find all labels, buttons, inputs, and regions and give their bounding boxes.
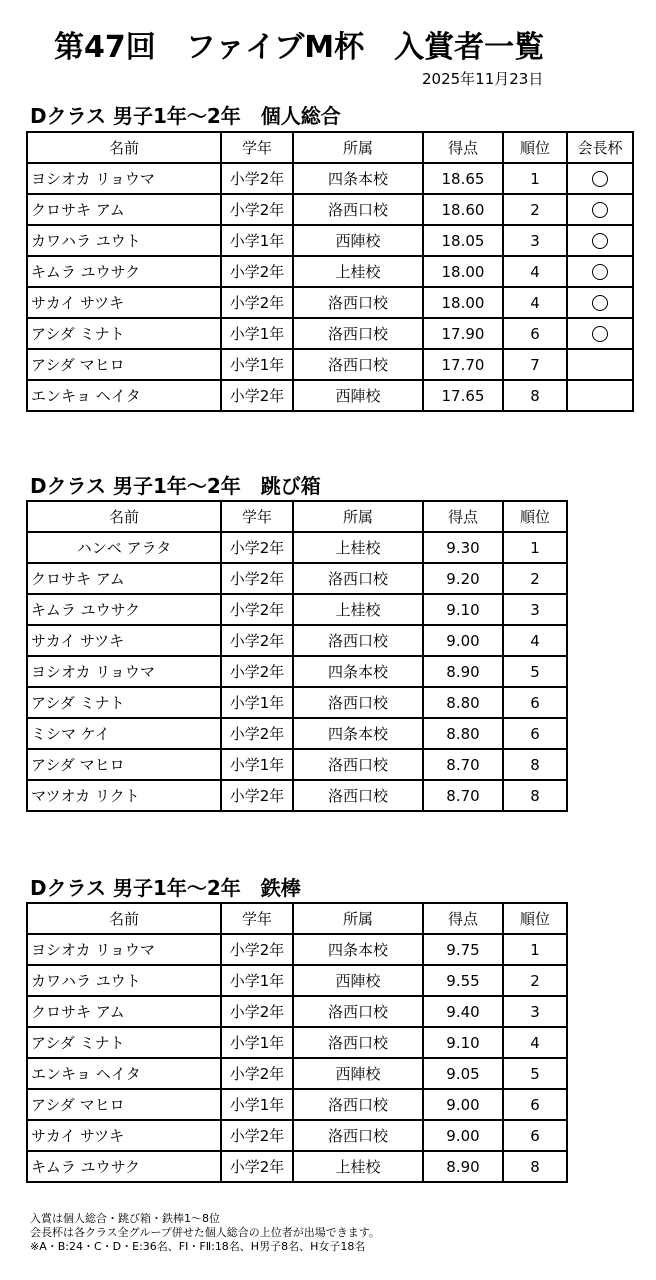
column-header-rank: 順位 [503,903,567,934]
table-row [27,656,567,687]
cell-name: エンキョ ヘイタ [27,380,221,411]
cell-rank: 3 [503,225,567,256]
cell-affiliation: 洛西口校 [293,996,423,1027]
cell-name: エンキョ ヘイタ [27,1058,221,1089]
cell-score: 9.10 [423,1027,503,1058]
cell-president-cup [567,194,633,225]
table-header-row [27,501,567,532]
cell-score: 9.55 [423,965,503,996]
column-header-name: 名前 [27,132,221,163]
cell-grade: 小学1年 [221,687,293,718]
cell-name: クロサキ アム [27,194,221,225]
table-header-row [27,132,633,163]
cell-president-cup [567,349,633,380]
column-header-score: 得点 [423,501,503,532]
circle-mark-icon [592,326,608,342]
cell-affiliation: 洛西口校 [293,749,423,780]
cell-grade: 小学2年 [221,194,293,225]
cell-score: 8.80 [423,687,503,718]
cell-name: キムラ ユウサク [27,594,221,625]
cell-affiliation: 上桂校 [293,1151,423,1182]
cell-rank: 4 [503,287,567,318]
cell-rank: 1 [503,532,567,563]
circle-mark-icon [592,233,608,249]
column-header-president-cup: 会長杯 [567,132,633,163]
cell-name: カワハラ ユウト [27,965,221,996]
column-header-grade: 学年 [221,501,293,532]
cell-score: 9.30 [423,532,503,563]
table-row [27,163,633,194]
cell-affiliation: 洛西口校 [293,1120,423,1151]
results-table [26,902,568,1183]
section-title: Dクラス 男子1年～2年 跳び箱 [30,474,321,498]
cell-grade: 小学1年 [221,749,293,780]
column-header-grade: 学年 [221,132,293,163]
table-row [27,718,567,749]
table-row [27,194,633,225]
cell-grade: 小学2年 [221,1120,293,1151]
cell-rank: 7 [503,349,567,380]
cell-grade: 小学1年 [221,1089,293,1120]
table-row [27,687,567,718]
cell-rank: 6 [503,1120,567,1151]
cell-rank: 3 [503,594,567,625]
table-row [27,965,567,996]
cell-affiliation: 洛西口校 [293,318,423,349]
cell-affiliation: 西陣校 [293,1058,423,1089]
cell-grade: 小学2年 [221,163,293,194]
cell-president-cup [567,256,633,287]
cell-score: 9.00 [423,1089,503,1120]
cell-grade: 小学2年 [221,780,293,811]
cell-affiliation: 上桂校 [293,594,423,625]
table-row [27,594,567,625]
cell-affiliation: 四条本校 [293,163,423,194]
table-row [27,749,567,780]
cell-name: クロサキ アム [27,563,221,594]
cell-score: 17.70 [423,349,503,380]
column-header-score: 得点 [423,903,503,934]
cell-score: 9.75 [423,934,503,965]
cell-name: マツオカ リクト [27,780,221,811]
table-row [27,563,567,594]
table-row [27,1151,567,1182]
table-row [27,256,633,287]
cell-grade: 小学2年 [221,563,293,594]
cell-grade: 小学1年 [221,349,293,380]
cell-affiliation: 洛西口校 [293,349,423,380]
cell-president-cup [567,225,633,256]
cell-rank: 2 [503,563,567,594]
column-header-affiliation: 所属 [293,132,423,163]
cell-name: サカイ サツキ [27,1120,221,1151]
cell-name: クロサキ アム [27,996,221,1027]
table-row [27,996,567,1027]
cell-rank: 4 [503,625,567,656]
cell-rank: 2 [503,965,567,996]
table-row [27,1120,567,1151]
cell-rank: 1 [503,163,567,194]
cell-rank: 6 [503,687,567,718]
cell-score: 9.40 [423,996,503,1027]
page-title: 第47回 ファイブM杯 入賞者一覧 [54,30,545,65]
cell-rank: 4 [503,256,567,287]
table-row [27,349,633,380]
cell-grade: 小学2年 [221,594,293,625]
cell-score: 8.70 [423,780,503,811]
column-header-affiliation: 所属 [293,501,423,532]
cell-president-cup [567,163,633,194]
cell-affiliation: 洛西口校 [293,194,423,225]
cell-grade: 小学2年 [221,656,293,687]
cell-grade: 小学2年 [221,996,293,1027]
cell-grade: 小学2年 [221,380,293,411]
event-date: 2025年11月23日 [422,70,544,88]
cell-president-cup [567,287,633,318]
cell-score: 9.10 [423,594,503,625]
cell-rank: 6 [503,318,567,349]
cell-grade: 小学2年 [221,718,293,749]
section-title: Dクラス 男子1年～2年 鉄棒 [30,876,301,900]
results-table [26,500,568,812]
cell-score: 9.00 [423,1120,503,1151]
cell-affiliation: 洛西口校 [293,1027,423,1058]
cell-name: サカイ サツキ [27,287,221,318]
cell-name: キムラ ユウサク [27,256,221,287]
table-row [27,780,567,811]
cell-score: 8.70 [423,749,503,780]
cell-grade: 小学2年 [221,532,293,563]
cell-score: 18.05 [423,225,503,256]
cell-rank: 8 [503,1151,567,1182]
cell-affiliation: 洛西口校 [293,563,423,594]
cell-affiliation: 四条本校 [293,718,423,749]
cell-rank: 4 [503,1027,567,1058]
cell-name: アシダ ミナト [27,318,221,349]
cell-rank: 3 [503,996,567,1027]
cell-name: アシダ マヒロ [27,1089,221,1120]
table-row [27,1027,567,1058]
cell-rank: 6 [503,718,567,749]
cell-affiliation: 四条本校 [293,656,423,687]
column-header-name: 名前 [27,501,221,532]
column-header-grade: 学年 [221,903,293,934]
table-row [27,625,567,656]
cell-affiliation: 洛西口校 [293,287,423,318]
cell-name: ヨシオカ リョウマ [27,934,221,965]
cell-grade: 小学2年 [221,256,293,287]
cell-score: 9.00 [423,625,503,656]
cell-affiliation: 西陣校 [293,380,423,411]
cell-affiliation: 上桂校 [293,256,423,287]
cell-grade: 小学2年 [221,287,293,318]
cell-score: 9.20 [423,563,503,594]
footnote: 入賞は個人総合・跳び箱・鉄棒1～8位 [30,1212,220,1225]
cell-name: キムラ ユウサク [27,1151,221,1182]
cell-affiliation: 洛西口校 [293,625,423,656]
cell-score: 8.90 [423,656,503,687]
cell-name: サカイ サツキ [27,625,221,656]
cell-score: 17.65 [423,380,503,411]
cell-grade: 小学2年 [221,1151,293,1182]
cell-name: アシダ ミナト [27,687,221,718]
cell-rank: 8 [503,380,567,411]
section-title: Dクラス 男子1年～2年 個人総合 [30,104,341,128]
cell-grade: 小学1年 [221,965,293,996]
cell-rank: 5 [503,656,567,687]
cell-score: 18.00 [423,287,503,318]
cell-score: 9.05 [423,1058,503,1089]
cell-rank: 1 [503,934,567,965]
cell-rank: 8 [503,749,567,780]
cell-name: アシダ マヒロ [27,349,221,380]
cell-rank: 6 [503,1089,567,1120]
cell-president-cup [567,380,633,411]
cell-grade: 小学1年 [221,318,293,349]
column-header-rank: 順位 [503,132,567,163]
circle-mark-icon [592,295,608,311]
cell-rank: 5 [503,1058,567,1089]
results-table [26,131,634,412]
cell-name: ミシマ ケイ [27,718,221,749]
cell-affiliation: 西陣校 [293,965,423,996]
cell-affiliation: 洛西口校 [293,687,423,718]
circle-mark-icon [592,171,608,187]
cell-rank: 2 [503,194,567,225]
footnote: ※A・B:24・C・D・E:36名、FⅠ・FⅡ:18名、H男子8名、H女子18名 [30,1240,366,1253]
footnotes [30,1212,380,1254]
cell-name: ヨシオカ リョウマ [27,163,221,194]
cell-grade: 小学1年 [221,1027,293,1058]
column-header-rank: 順位 [503,501,567,532]
cell-name: ハンベ アラタ [27,532,221,563]
footnote: 会長杯は各クラス全グループ併せた個人総合の上位者が出場できます。 [30,1226,380,1239]
cell-score: 17.90 [423,318,503,349]
cell-grade: 小学2年 [221,934,293,965]
cell-affiliation: 西陣校 [293,225,423,256]
cell-score: 8.80 [423,718,503,749]
table-row [27,1089,567,1120]
circle-mark-icon [592,202,608,218]
cell-grade: 小学2年 [221,1058,293,1089]
cell-name: アシダ マヒロ [27,749,221,780]
cell-score: 18.60 [423,194,503,225]
column-header-score: 得点 [423,132,503,163]
cell-grade: 小学2年 [221,625,293,656]
circle-mark-icon [592,264,608,280]
table-row [27,1058,567,1089]
cell-score: 18.00 [423,256,503,287]
table-header-row [27,903,567,934]
cell-grade: 小学1年 [221,225,293,256]
cell-president-cup [567,318,633,349]
cell-name: アシダ ミナト [27,1027,221,1058]
column-header-name: 名前 [27,903,221,934]
cell-affiliation: 洛西口校 [293,1089,423,1120]
cell-name: ヨシオカ リョウマ [27,656,221,687]
cell-affiliation: 洛西口校 [293,780,423,811]
cell-score: 8.90 [423,1151,503,1182]
table-row [27,287,633,318]
cell-name: カワハラ ユウト [27,225,221,256]
cell-affiliation: 四条本校 [293,934,423,965]
cell-score: 18.65 [423,163,503,194]
table-row [27,318,633,349]
table-row [27,380,633,411]
table-row [27,934,567,965]
table-row [27,532,567,563]
cell-affiliation: 上桂校 [293,532,423,563]
table-row [27,225,633,256]
column-header-affiliation: 所属 [293,903,423,934]
cell-rank: 8 [503,780,567,811]
